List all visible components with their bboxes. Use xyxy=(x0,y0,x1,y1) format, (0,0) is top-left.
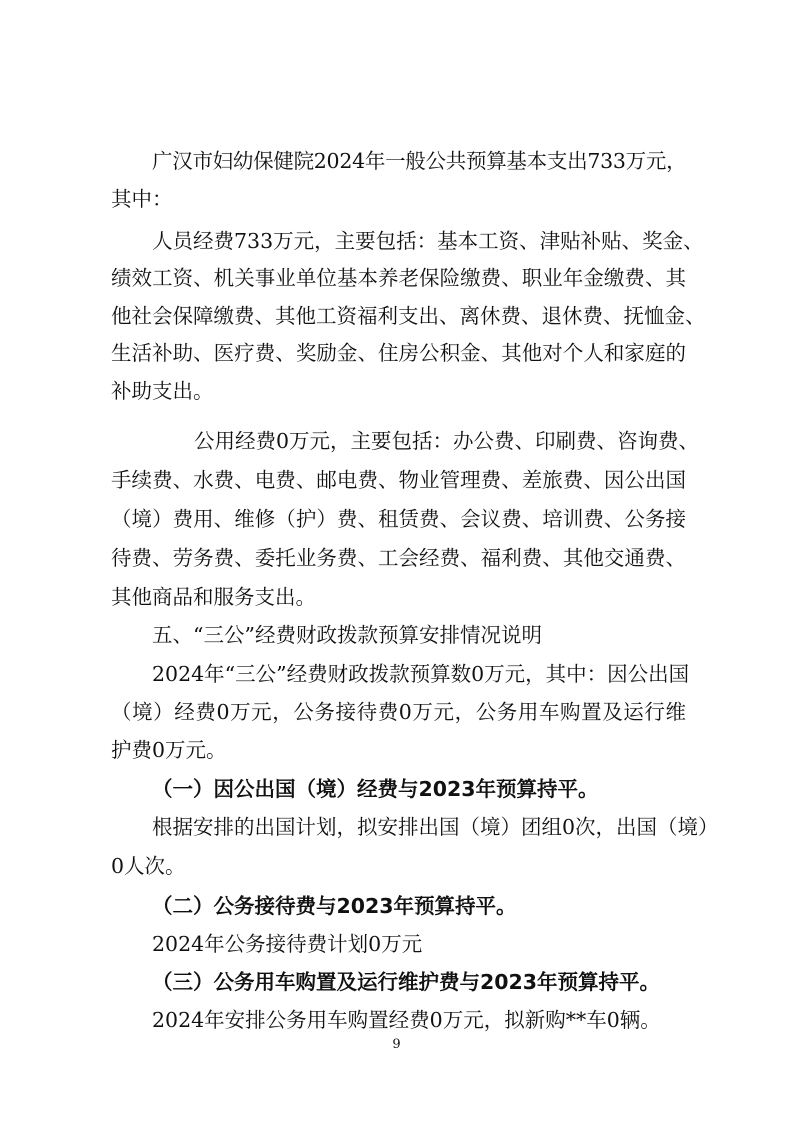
page-number: 9 xyxy=(392,1037,401,1052)
subsection-heading: （一）因公出国（境）经费与2023年预算持平。 xyxy=(152,777,599,801)
paragraph-line: （境）费用、维修（护）费、租赁费、会议费、培训费、公务接 xyxy=(111,507,686,531)
section-heading: 五、“三公”经费财政拨款预算安排情况说明 xyxy=(152,623,542,647)
paragraph-line: 补助支出。 xyxy=(111,379,214,403)
paragraph-line: 其他商品和服务支出。 xyxy=(111,585,316,609)
paragraph-line: 人员经费733万元，主要包括：基本工资、津贴补贴、奖金、 xyxy=(152,229,704,253)
paragraph-line: 其中： xyxy=(111,187,173,211)
paragraph-line: 生活补助、医疗费、奖励金、住房公积金、其他对个人和家庭的 xyxy=(111,341,686,365)
paragraph-line: 手续费、水费、电费、邮电费、物业管理费、差旅费、因公出国 xyxy=(111,468,686,492)
paragraph-line: 待费、劳务费、委托业务费、工会经费、福利费、其他交通费、 xyxy=(111,546,686,570)
paragraph-line: 护费0万元。 xyxy=(111,738,227,762)
paragraph-line: 2024年公务接待费计划0万元 xyxy=(152,932,423,956)
paragraph-line: （境）经费0万元，公务接待费0万元，公务用车购置及运行维 xyxy=(111,700,686,724)
paragraph-line: 2024年安排公务用车购置经费0万元，拟新购**车0辆。 xyxy=(152,1008,661,1032)
paragraph-line: 根据安排的出国计划，拟安排出国（境）团组0次，出国（境） xyxy=(152,815,719,839)
paragraph-line: 2024年“三公”经费财政拨款预算数0万元，其中：因公出国 xyxy=(152,662,690,686)
paragraph-line: 他社会保障缴费、其他工资福利支出、离休费、退休费、抚恤金、 xyxy=(111,304,706,328)
subsection-heading: （三）公务用车购置及运行维护费与2023年预算持平。 xyxy=(152,970,661,994)
paragraph-line: 绩效工资、机关事业单位基本养老保险缴费、职业年金缴费、其 xyxy=(111,266,686,290)
paragraph-line: 广汉市妇幼保健院2024年一般公共预算基本支出733万元， xyxy=(152,149,687,173)
paragraph-line: 公用经费0万元，主要包括：办公费、印刷费、咨询费、 xyxy=(194,429,700,453)
subsection-heading: （二）公务接待费与2023年预算持平。 xyxy=(152,894,517,918)
paragraph-line: 0人次。 xyxy=(111,854,186,878)
